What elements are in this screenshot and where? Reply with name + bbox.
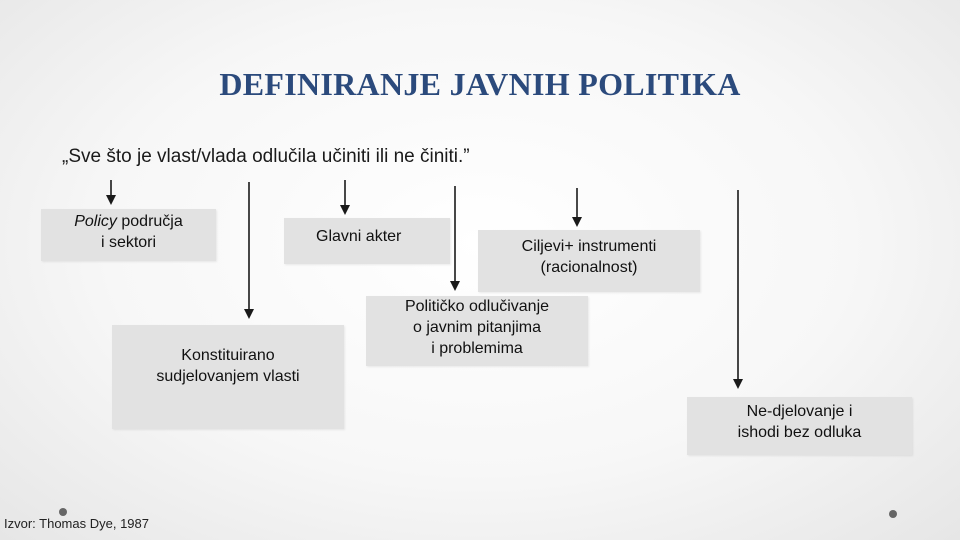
- box-non-action: [687, 397, 912, 455]
- box-ciljevi-line1: Ciljevi+ instrumenti: [521, 238, 657, 255]
- box-goals-instruments: [478, 230, 700, 292]
- box-main-actor: [284, 218, 450, 264]
- decorative-dot-right: [889, 510, 897, 518]
- box-politicko-line2: o javnim pitanjima: [412, 319, 542, 336]
- box-nedjel-line2: ishodi bez odluka: [737, 424, 862, 441]
- box-policy-line1: Policy područja: [74, 213, 183, 230]
- box-nedjel-line1: Ne-djelovanje i: [746, 403, 853, 420]
- box-konst-line2: sudjelovanjem vlasti: [156, 368, 300, 385]
- slide-title: DEFINIRANJE JAVNIH POLITIKA: [219, 66, 741, 102]
- box-policy-areas: [41, 209, 216, 261]
- box-konst-line1: Konstituirano: [181, 347, 275, 364]
- box-politicko-line3: i problemima: [431, 340, 523, 357]
- box-politicko-line1: Političko odlučivanje: [404, 298, 550, 315]
- box-policy-line2: i sektori: [100, 234, 157, 251]
- box-akter-line1: Glavni akter: [316, 228, 402, 245]
- box-political-decision: [366, 296, 588, 366]
- box-ciljevi-line2: (racionalnost): [540, 259, 638, 276]
- box-constituted: [112, 325, 344, 429]
- decorative-dot-left: [59, 508, 67, 516]
- source-citation: Izvor: Thomas Dye, 1987: [4, 516, 149, 531]
- definition-quote: „Sve što je vlast/vlada odlučila učiniti ili ne činiti.”: [62, 146, 470, 167]
